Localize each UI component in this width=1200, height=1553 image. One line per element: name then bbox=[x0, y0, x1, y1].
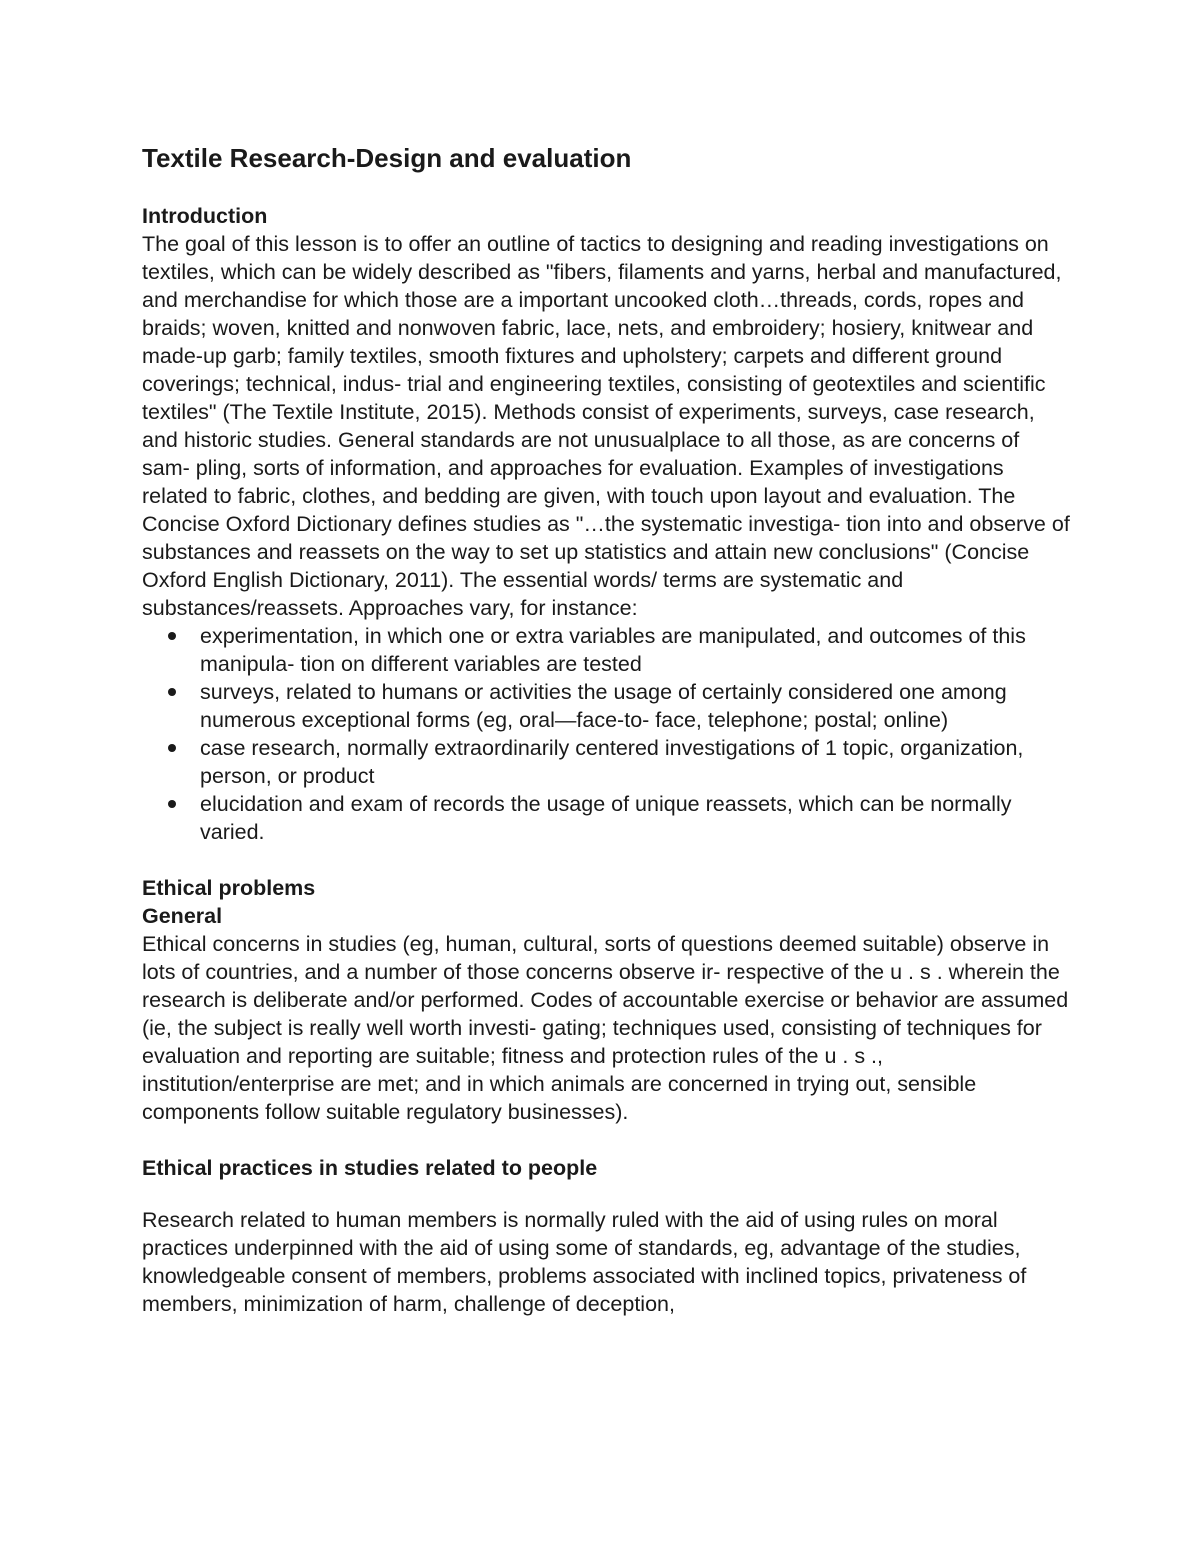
general-subheading: General bbox=[142, 904, 223, 928]
document-title: Textile Research-Design and evaluation bbox=[142, 143, 632, 173]
list-item-text: case research, normally extraordinarily centered investigations of 1 topic, organization, person, or product bbox=[200, 736, 1024, 788]
ethical-problems-paragraph: Ethical concerns in studies (eg, human, cultural, sorts of questions deemed suitable) observe in lots of countries, and a number of those concerns observe ir- respective of the u . s . wherein the research is deliberate and/or performed. Codes of accountable exercise or behavior are assumed (ie, the subject is really well worth investi- gating; techniques used, consisting of techniques for evaluation and reporting are suitable; fitness and protection rules of the u . s ., institution/enterprise are met; and in which animals are concerned in trying out, sensible components follow suitable regulatory businesses). bbox=[142, 932, 1069, 1124]
list-item bbox=[142, 622, 1072, 678]
approaches-list bbox=[142, 622, 1072, 846]
bullet-icon bbox=[168, 744, 176, 752]
spacer bbox=[142, 1182, 1072, 1206]
bullet-icon bbox=[168, 632, 176, 640]
introduction-paragraph: The goal of this lesson is to offer an outline of tactics to designing and reading investigations on textiles, which can be widely described as "fibers, filaments and yarns, herbal and manufactured, and merchandise for which those are a important uncooked cloth…threads, cords, ropes and braids; woven, knitted and nonwoven fabric, lace, nets, and embroidery; hosiery, knitwear and made-up garb; family textiles, smooth fixtures and upholstery; carpets and different ground coverings; technical, indus- trial and engineering textiles, consisting of geotextiles and scientific textiles" (The Textile Institute, 2015). Methods consist of experiments, surveys, case research, and historic studies. General standards are not unusualplace to all those, as are concerns of sam- pling, sorts of information, and approaches for evaluation. Examples of investigations related to fabric, clothes, and bedding are given, with touch upon layout and evaluation. The Concise Oxford Dictionary defines studies as "…the systematic investiga- tion into and observe of substances and reassets on the way to set up statistics and attain new conclusions" (Concise Oxford English Dictionary, 2011). The essential words/ terms are systematic and substances/reassets. Approaches vary, for instance: bbox=[142, 232, 1070, 620]
list-item-text: elucidation and exam of records the usage of unique reassets, which can be normally varied. bbox=[200, 792, 1012, 844]
ethical-practices-heading: Ethical practices in studies related to people bbox=[142, 1156, 598, 1180]
document-page bbox=[142, 140, 1072, 1318]
list-item bbox=[142, 790, 1072, 846]
list-item bbox=[142, 678, 1072, 734]
ethical-problems-heading: Ethical problems bbox=[142, 876, 316, 900]
bullet-icon bbox=[168, 800, 176, 808]
spacer bbox=[142, 1126, 1072, 1154]
spacer bbox=[142, 846, 1072, 874]
list-item-text: experimentation, in which one or extra variables are manipulated, and outcomes of this manipula- tion on different variables are tested bbox=[200, 624, 1026, 676]
list-item bbox=[142, 734, 1072, 790]
bullet-icon bbox=[168, 688, 176, 696]
list-item-text: surveys, related to humans or activities the usage of certainly considered one among numerous exceptional forms (eg, oral—face-to- face, telephone; postal; online) bbox=[200, 680, 1007, 732]
ethical-practices-paragraph: Research related to human members is normally ruled with the aid of using rules on moral practices underpinned with the aid of using some of standards, eg, advantage of the studies, knowledgeable consent of members, problems associated with inclined topics, privateness of members, minimization of harm, challenge of deception, bbox=[142, 1208, 1027, 1316]
introduction-heading: Introduction bbox=[142, 204, 268, 228]
